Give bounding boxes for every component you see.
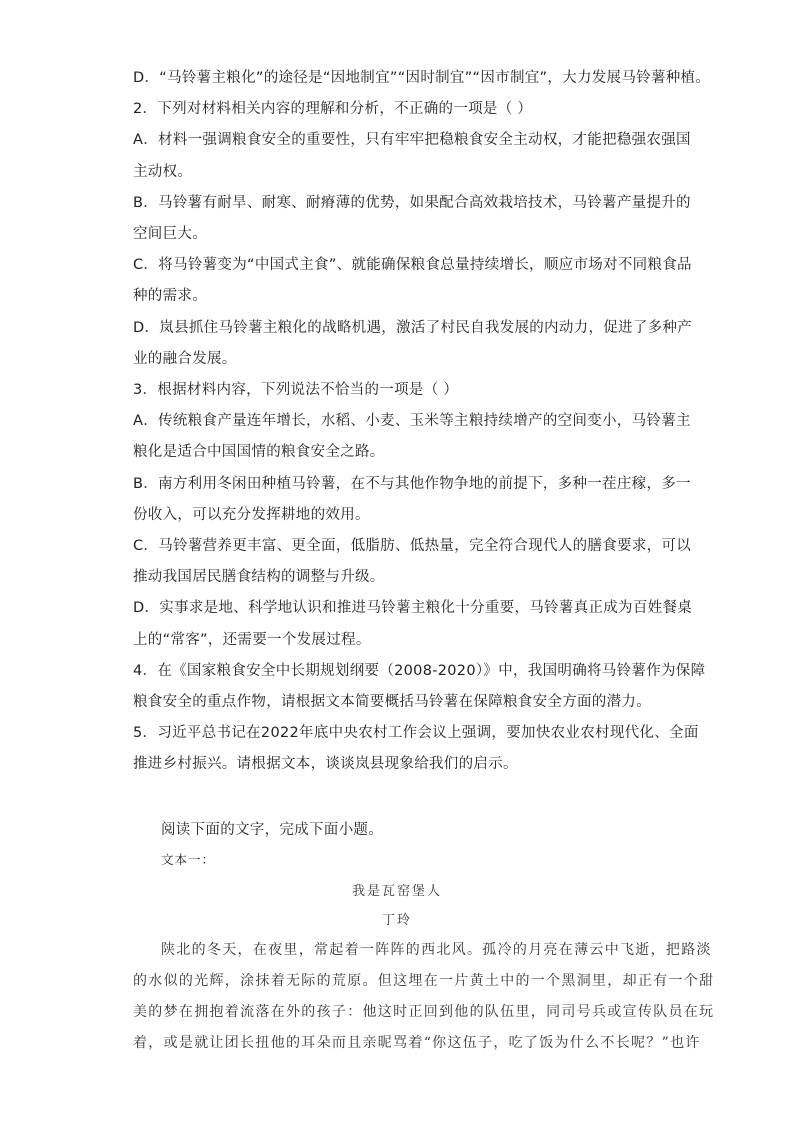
question-line: B．南方利用冬闲田种植马铃薯，在不与其他作物争地的前提下，多种一茬庄稼，多一 — [133, 476, 691, 492]
question-line-continued: 推动我国居民膳食结构的调整与升级。 — [133, 569, 385, 585]
question-line: B．马铃薯有耐旱、耐寒、耐瘠薄的优势，如果配合高效栽培技术，马铃薯产量提升的 — [133, 195, 691, 211]
article-author: 丁玲 — [381, 913, 412, 928]
question-line-continued: 份收入，可以充分发挥耕地的效用。 — [133, 507, 370, 523]
question-line: D．“马铃薯主粮化”的途径是“因地制宜”“因时制宜”“因市制宜”，大力发展马铃薯种植。 — [133, 70, 711, 86]
question-line: C．马铃薯营养更丰富、更全面，低脂肪、低热量，完全符合现代人的膳食要求，可以 — [133, 538, 692, 554]
question-line: 2．下列对材料相关内容的理解和分析，不正确的一项是（ ） — [133, 101, 533, 117]
question-line-continued: 粮食安全的重点作物，请根据文本简要概括马铃薯在保障粮食安全方面的潜力。 — [133, 694, 651, 710]
question-line: 3．根据材料内容，下列说法不恰当的一项是（ ） — [133, 382, 459, 398]
text-label: 文本一： — [161, 852, 216, 867]
article-line: 美的梦在拥抱着流落在外的孩子：他这时正回到他的队伍里，同司号兵或宣传队员在玩 — [133, 1004, 715, 1020]
question-line: 4．在《国家粮食安全中长期规划纲要（2008-2020）》中，我国明确将马铃薯作为保障 — [133, 663, 706, 679]
question-line: A．材料一强调粮食安全的重要性，只有牢牢把稳粮食安全主动权，才能把稳强农强国 — [133, 132, 691, 148]
question-line-continued: 种的需求。 — [133, 288, 207, 304]
question-line-continued: 上的“常客”，还需要一个发展过程。 — [133, 632, 371, 648]
question-line-continued: 推进乡村振兴。请根据文本，谈谈岚县现象给我们的启示。 — [133, 756, 518, 772]
question-line: 5．习近平总书记在2022年底中央农村工作会议上强调，要加快农业农村现代化、全面 — [133, 725, 699, 741]
question-line-continued: 主动权。 — [133, 164, 193, 180]
question-line-continued: 业的融合发展。 — [133, 351, 237, 367]
question-line: C．将马铃薯变为“中国式主食”、就能确保粮食总量持续增长，顺应市场对不同粮食品 — [133, 257, 692, 273]
article-line: 的水似的光辉，涂抹着无际的荒原。但这埋在一片黄土中的一个黑洞里，却正有一个甜 — [133, 973, 715, 989]
article-line: 陕北的冬天，在夜里，常起着一阵阵的西北风。孤冷的月亮在薄云中飞逝，把路淡 — [161, 942, 712, 958]
question-line: D．实事求是地、科学地认识和推进马铃薯主粮化十分重要，马铃薯真正成为百姓餐桌 — [133, 600, 693, 616]
question-line-continued: 粮化是适合中国国情的粮食安全之路。 — [133, 444, 385, 460]
article-title: 我是瓦窑堡人 — [351, 884, 442, 899]
article-line: 着，或是就让团长扭他的耳朵而且亲昵骂着“你这伍子，吃了饭为什么不长呢？”也许 — [133, 1035, 701, 1051]
question-line: D．岚县抓住马铃薯主粮化的战略机遇，激活了村民自我发展的内动力，促进了多种产 — [133, 320, 693, 336]
question-line-continued: 空间巨大。 — [133, 226, 207, 242]
reading-instruction: 阅读下面的文字，完成下面小题。 — [161, 822, 383, 838]
question-line: A．传统粮食产量连年增长，水稻、小麦、玉米等主粮持续增产的空间变小，马铃薯主 — [133, 413, 691, 429]
